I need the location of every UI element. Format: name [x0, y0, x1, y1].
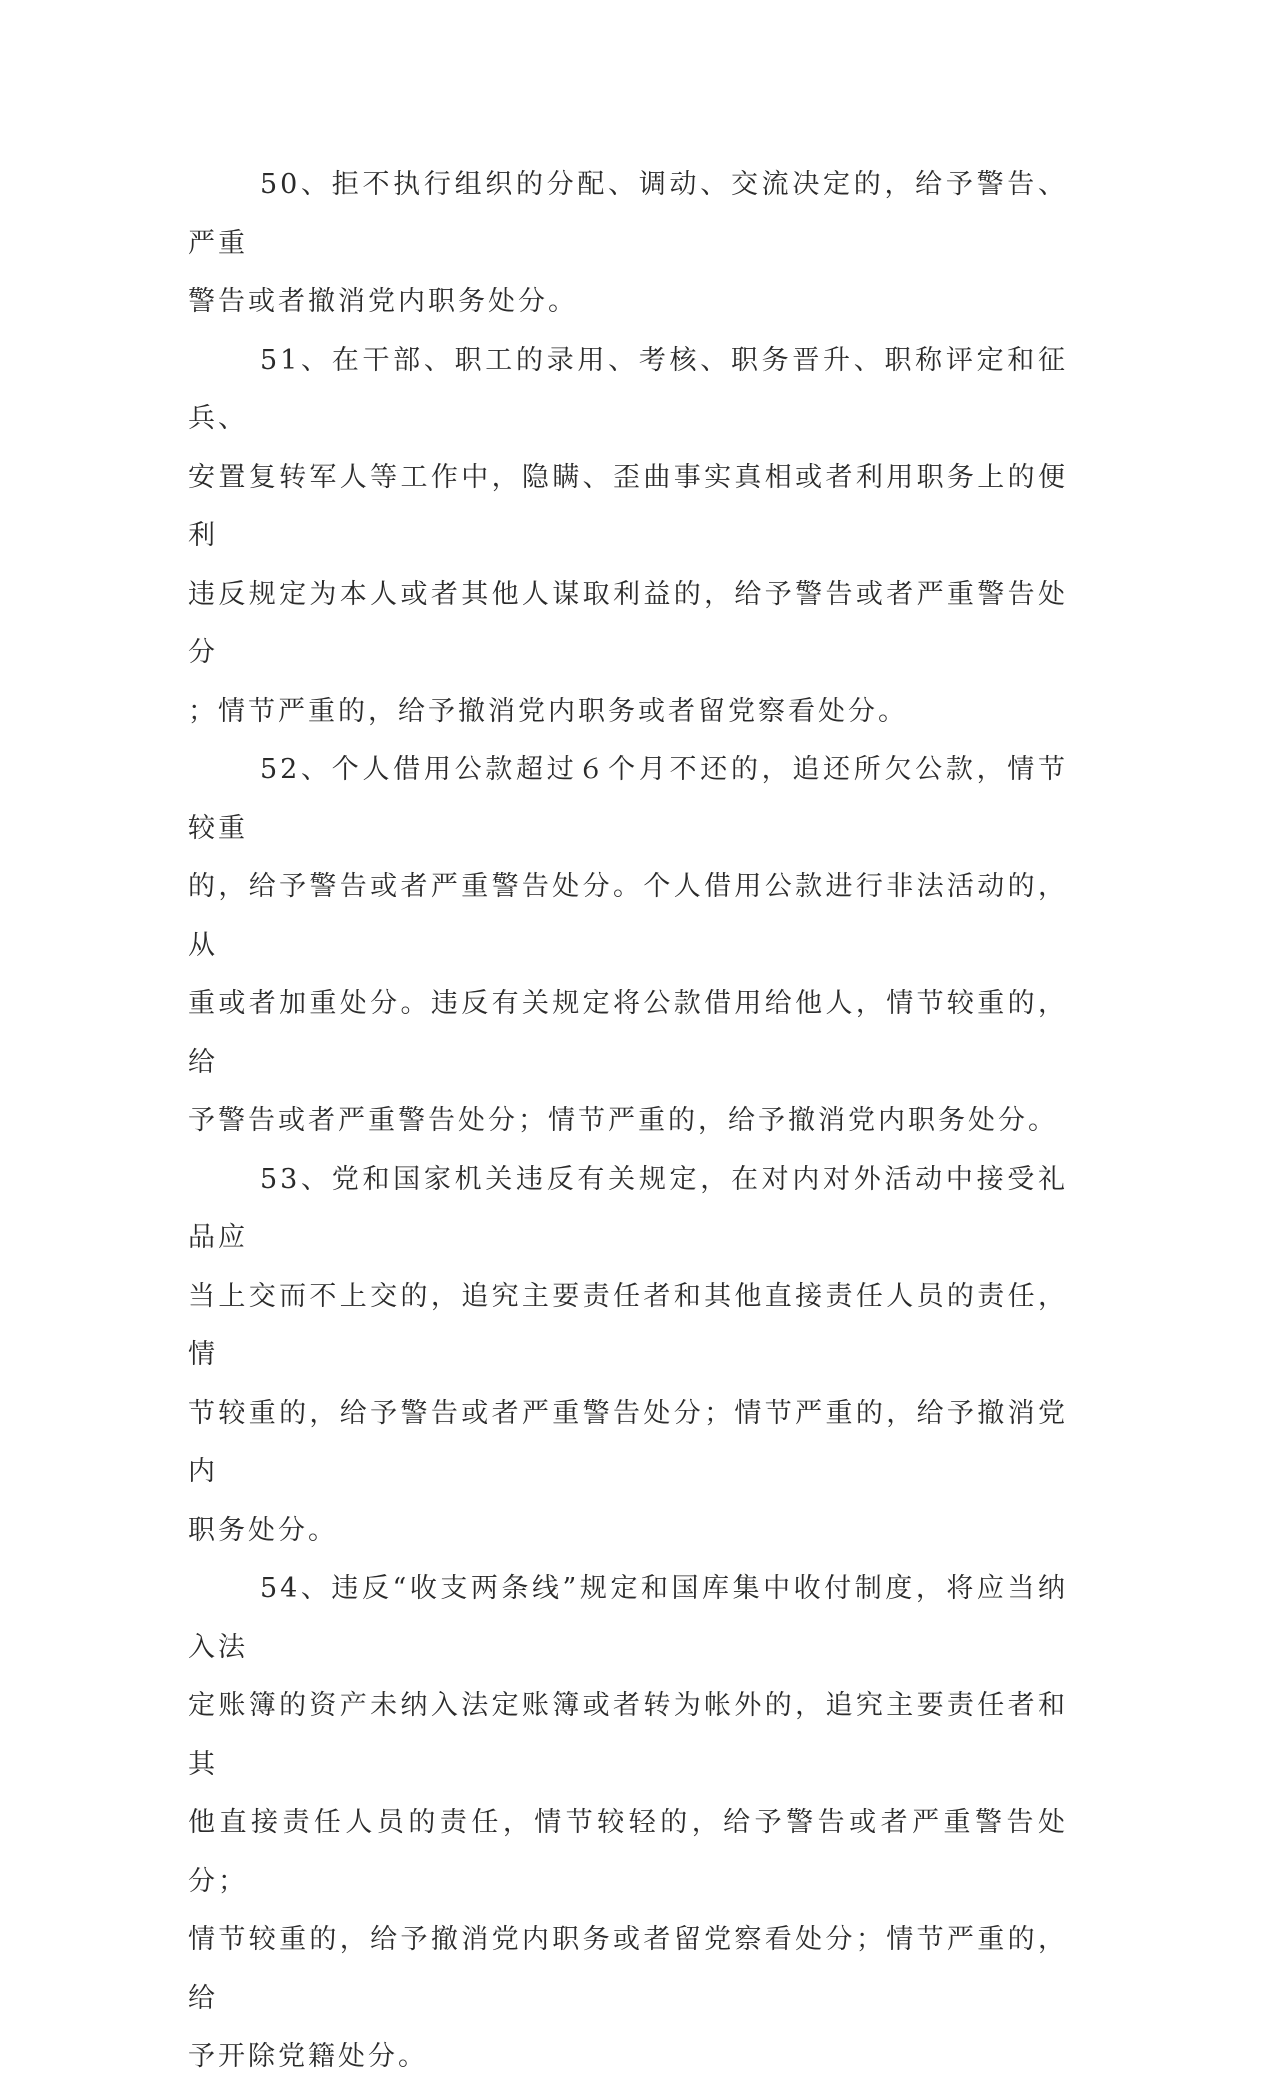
paragraph-article-51: 51、在干部、职工的录用、考核、职务晋升、职称评定和征兵、 安置复转军人等工作中，隐瞒、歪曲事实真相或者利用职务上的便利 违反规定为本人或者其他人谋取利益的，给予警告或者严重警告处分 ；情节严重的，给予撤消党内职务或者留党察看处分。	[188, 344, 1068, 727]
paragraph-article-52: 52、个人借用公款超过６个月不还的，追还所欠公款，情节较重 的，给予警告或者严重警告处分。个人借用公款进行非法活动的，从 重或者加重处分。违反有关规定将公款借用给他人，情节较重的，给 予警告或者严重警告处分；情节严重的，给予撤消党内职务处分。	[188, 754, 1068, 1136]
document-body	[188, 156, 1068, 2087]
paragraph-article-50: 50、拒不执行组织的分配、调动、交流决定的，给予警告、严重 警告或者撤消党内职务处分。	[188, 169, 1068, 317]
paragraph-article-54: 54、违反“收支两条线”规定和国库集中收付制度，将应当纳入法 定账簿的资产未纳入法定账簿或者转为帐外的，追究主要责任者和其 他直接责任人员的责任，情节较轻的，给予警告或者严重警告处分； 情节较重的，给予撤消党内职务或者留党察看处分；情节严重的，给 予开除党籍处分。	[188, 1573, 1068, 2072]
paragraph-article-53: 53、党和国家机关违反有关规定，在对内对外活动中接受礼品应 当上交而不上交的，追究主要责任者和其他直接责任人员的责任，情 节较重的，给予警告或者严重警告处分；情节严重的，给予撤消党内 职务处分。	[188, 1163, 1068, 1546]
